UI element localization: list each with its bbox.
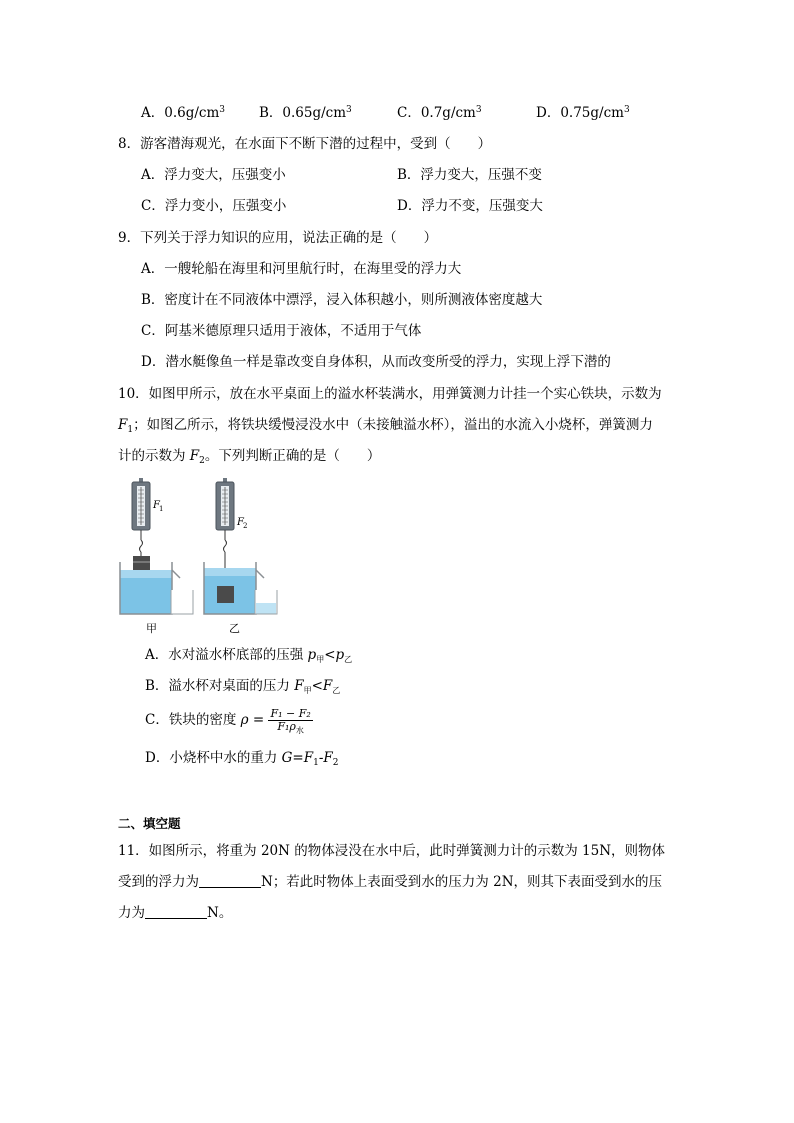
q7-option-b: B．$0.65g/cm^3$ [259, 105, 352, 121]
q10-option-b: B．溢水杯对桌面的压力 $F_甲<F_乙$ [145, 678, 341, 695]
q11-answer-blank-2[interactable] [145, 905, 207, 919]
iron-block-yi [217, 586, 234, 603]
q11-answer-blank-1[interactable] [199, 874, 261, 888]
q11-line1: 11．如图所示，将重为 20N 的物体浸没在水中后，此时弹簧测力计的示数为 15N，则物体 [118, 843, 666, 859]
q9-option-c: C．阿基米德原理只适用于液体，不适用于气体 [141, 323, 422, 339]
q11-line2: 受到的浮力为 N；若此时物体上表面受到水的压力为 2N，则其下表面受到水的压 [118, 874, 663, 890]
small-beaker-yi [255, 590, 277, 614]
q10-option-c: C．铁块的密度 ρ = $\frac{\text{F₁ − F₂}}{F_1\rho_水}$ [145, 707, 311, 735]
q9-option-d: D．潜水艇像鱼一样是靠改变自身体积，从而改变所受的浮力，实现上浮下潜的 [141, 354, 611, 370]
q11-line3: 力为 N。 [118, 905, 233, 921]
figure-label-yi: 乙 [229, 622, 240, 635]
q9-stem: 9．下列关于浮力知识的应用，说法正确的是（ ） [118, 230, 438, 246]
q10-stem-line3: 计的示数为 $F_2$。下列判断正确的是（ ） [118, 448, 381, 466]
figure-label-f1: F [153, 500, 160, 511]
small-beaker-jia [171, 590, 193, 614]
figure-label-jia: 甲 [146, 622, 157, 635]
figure-label-f2-sub: 2 [243, 522, 248, 530]
q8-option-b: B．浮力变大，压强不变 [397, 167, 542, 183]
q10-figure [118, 478, 283, 638]
q10-stem-line1: 10．如图甲所示，放在水平桌面上的溢水杯装满水，用弹簧测力计挂一个实心铁块，示数为 [118, 386, 662, 402]
q10-option-a: A．水对溢水杯底部的压强 $p_甲<p_乙$ [145, 647, 353, 664]
q8-option-d: D．浮力不变，压强变大 [397, 198, 543, 214]
q9-option-a: A．一艘轮船在海里和河里航行时，在海里受的浮力大 [141, 261, 462, 277]
q10-option-d: D．小烧杯中水的重力 $G=F_1-F_2$ [145, 750, 339, 768]
section-title-fill-in: 二、填空题 [118, 816, 181, 831]
q10-stem-line2: $F_1$；如图乙所示，将铁块缓慢浸没水中（未接触溢水杯），溢出的水流入小烧杯，弹簧测力 [118, 417, 653, 435]
q7-option-d: D．$0.75g/cm^3$ [536, 105, 630, 121]
q8-stem: 8．游客潜海观光，在水面下不断下潜的过程中，受到（ ） [118, 136, 492, 152]
q9-option-b: B．密度计在不同液体中漂浮，浸入体积越小，则所测液体密度越大 [141, 292, 543, 308]
q8-option-a: A．浮力变大，压强变小 [141, 167, 286, 183]
spring-scale-jia [132, 478, 150, 556]
q7-option-a: A．$0.6g/cm^3$ [141, 105, 226, 121]
q8-option-c: C．浮力变小，压强变小 [141, 198, 287, 214]
q7-option-c: C．$0.7g/cm^3$ [397, 105, 482, 121]
density-fraction: $\frac{\text{F₁ − F₂}}{F_1\rho_水}$ [270, 707, 311, 735]
figure-label-f2: F [237, 517, 244, 528]
figure-label-f1-sub: 1 [159, 505, 164, 513]
